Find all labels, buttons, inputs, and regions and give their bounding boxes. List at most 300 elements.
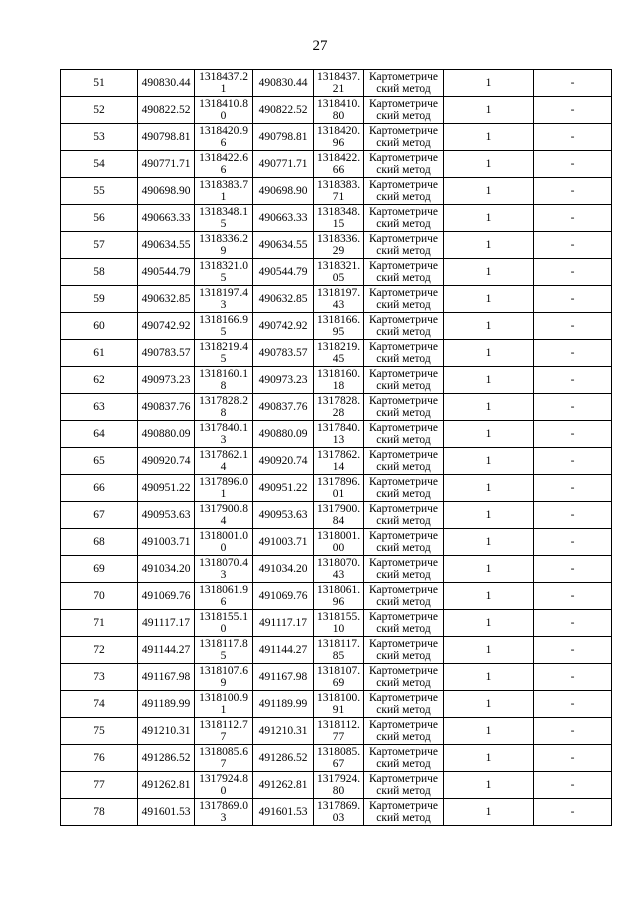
y-coordinate-line1: 1318422.6 <box>199 152 248 164</box>
y-coordinate-repeat-line2: 69 <box>332 677 345 689</box>
point-number-cell: 58 <box>61 259 138 286</box>
y-coordinate-line1: 1318100.9 <box>199 692 248 704</box>
y-coordinate-line2: 8 <box>220 407 227 419</box>
y-coordinate-line2: 0 <box>220 785 227 797</box>
description-cell: - <box>534 637 612 664</box>
description-cell: - <box>534 583 612 610</box>
y-coordinate-cell <box>195 97 253 124</box>
x-coordinate-repeat-cell: 491003.71 <box>253 529 314 556</box>
method-cell <box>364 151 444 178</box>
y-coordinate-line1: 1317869.0 <box>199 800 248 812</box>
description-cell: - <box>534 232 612 259</box>
y-coordinate-cell <box>195 664 253 691</box>
x-coordinate-repeat-cell: 491210.31 <box>253 718 314 745</box>
y-coordinate-line2: 3 <box>220 434 227 446</box>
description-cell: - <box>534 286 612 313</box>
y-coordinate-line1: 1317862.1 <box>199 449 248 461</box>
y-coordinate-line1: 1318321.0 <box>199 260 248 272</box>
x-coordinate-repeat-cell: 491069.76 <box>253 583 314 610</box>
method-cell <box>364 799 444 826</box>
method-line1: Картометриче <box>369 611 438 623</box>
y-coordinate-line1: 1318219.4 <box>199 341 248 353</box>
y-coordinate-cell <box>195 259 253 286</box>
x-coordinate-repeat-cell: 490634.55 <box>253 232 314 259</box>
y-coordinate-repeat-line2: 85 <box>332 650 345 662</box>
accuracy-cell: 1 <box>444 448 534 475</box>
method-line1: Картометриче <box>369 71 438 83</box>
y-coordinate-cell <box>195 718 253 745</box>
x-coordinate-cell: 490951.22 <box>138 475 195 502</box>
description-cell: - <box>534 610 612 637</box>
x-coordinate-repeat-cell: 491262.81 <box>253 772 314 799</box>
coordinates-table <box>60 69 612 826</box>
method-line1: Картометриче <box>369 746 438 758</box>
method-line2: ский метод <box>376 299 431 311</box>
description-cell: - <box>534 367 612 394</box>
y-coordinate-line2: 1 <box>220 83 227 95</box>
x-coordinate-cell: 490798.81 <box>138 124 195 151</box>
x-coordinate-repeat-cell: 490783.57 <box>253 340 314 367</box>
y-coordinate-repeat-cell <box>314 799 364 826</box>
point-number-cell: 69 <box>61 556 138 583</box>
x-coordinate-cell: 490663.33 <box>138 205 195 232</box>
method-cell <box>364 178 444 205</box>
x-coordinate-cell: 490973.23 <box>138 367 195 394</box>
accuracy-cell: 1 <box>444 637 534 664</box>
description-cell: - <box>534 448 612 475</box>
method-line1: Картометриче <box>369 584 438 596</box>
y-coordinate-repeat-line2: 43 <box>332 569 345 581</box>
y-coordinate-repeat-line2: 96 <box>332 596 345 608</box>
x-coordinate-cell: 490837.76 <box>138 394 195 421</box>
method-line2: ский метод <box>376 245 431 257</box>
y-coordinate-repeat-line2: 18 <box>332 380 345 392</box>
y-coordinate-line2: 6 <box>220 596 227 608</box>
method-line2: ский метод <box>376 785 431 797</box>
method-line1: Картометриче <box>369 368 438 380</box>
point-number-cell: 73 <box>61 664 138 691</box>
x-coordinate-repeat-cell: 490663.33 <box>253 205 314 232</box>
point-number-cell: 57 <box>61 232 138 259</box>
point-number-cell: 63 <box>61 394 138 421</box>
table-row <box>61 691 612 718</box>
table-row <box>61 367 612 394</box>
y-coordinate-cell <box>195 502 253 529</box>
y-coordinate-line2: 4 <box>220 461 227 473</box>
y-coordinate-repeat-line1: 1318085. <box>316 746 361 758</box>
y-coordinate-repeat-cell <box>314 70 364 97</box>
description-cell: - <box>534 799 612 826</box>
y-coordinate-line1: 1318070.4 <box>199 557 248 569</box>
y-coordinate-cell <box>195 421 253 448</box>
point-number-cell: 61 <box>61 340 138 367</box>
y-coordinate-repeat-cell <box>314 340 364 367</box>
y-coordinate-repeat-line2: 01 <box>332 488 345 500</box>
point-number-cell: 62 <box>61 367 138 394</box>
y-coordinate-repeat-line2: 00 <box>332 542 345 554</box>
y-coordinate-repeat-line2: 05 <box>332 272 345 284</box>
table-row <box>61 232 612 259</box>
y-coordinate-repeat-line2: 66 <box>332 164 345 176</box>
x-coordinate-repeat-cell: 490973.23 <box>253 367 314 394</box>
x-coordinate-cell: 490880.09 <box>138 421 195 448</box>
y-coordinate-repeat-line1: 1318001. <box>316 530 361 542</box>
y-coordinate-repeat-cell <box>314 97 364 124</box>
y-coordinate-cell <box>195 448 253 475</box>
description-cell: - <box>534 205 612 232</box>
method-line2: ский метод <box>376 164 431 176</box>
point-number-cell: 54 <box>61 151 138 178</box>
y-coordinate-repeat-line1: 1317900. <box>316 503 361 515</box>
point-number-cell: 53 <box>61 124 138 151</box>
table-row <box>61 502 612 529</box>
method-cell <box>364 745 444 772</box>
description-cell: - <box>534 124 612 151</box>
method-cell <box>364 718 444 745</box>
y-coordinate-repeat-cell <box>314 475 364 502</box>
y-coordinate-line1: 1318166.9 <box>199 314 248 326</box>
table-row <box>61 664 612 691</box>
y-coordinate-repeat-line1: 1318166. <box>316 314 361 326</box>
method-line2: ский метод <box>376 191 431 203</box>
x-coordinate-repeat-cell: 490953.63 <box>253 502 314 529</box>
point-number-cell: 77 <box>61 772 138 799</box>
y-coordinate-cell <box>195 610 253 637</box>
y-coordinate-cell <box>195 394 253 421</box>
y-coordinate-line1: 1318107.6 <box>199 665 248 677</box>
y-coordinate-cell <box>195 799 253 826</box>
x-coordinate-cell: 491167.98 <box>138 664 195 691</box>
y-coordinate-repeat-cell <box>314 691 364 718</box>
table-row <box>61 799 612 826</box>
y-coordinate-repeat-line1: 1318107. <box>316 665 361 677</box>
y-coordinate-line1: 1318112.7 <box>199 719 248 731</box>
y-coordinate-line1: 1318160.1 <box>199 368 248 380</box>
table-row <box>61 475 612 502</box>
y-coordinate-line1: 1318437.2 <box>199 71 248 83</box>
method-line1: Картометриче <box>369 206 438 218</box>
y-coordinate-line2: 8 <box>220 380 227 392</box>
x-coordinate-cell: 490953.63 <box>138 502 195 529</box>
method-line2: ский метод <box>376 353 431 365</box>
accuracy-cell: 1 <box>444 745 534 772</box>
method-line2: ский метод <box>376 515 431 527</box>
y-coordinate-repeat-cell <box>314 637 364 664</box>
method-cell <box>364 367 444 394</box>
point-number-cell: 64 <box>61 421 138 448</box>
accuracy-cell: 1 <box>444 583 534 610</box>
table-row <box>61 556 612 583</box>
method-line2: ский метод <box>376 596 431 608</box>
y-coordinate-cell <box>195 205 253 232</box>
y-coordinate-repeat-line2: 28 <box>332 407 345 419</box>
method-line2: ский метод <box>376 758 431 770</box>
method-cell <box>364 421 444 448</box>
description-cell: - <box>534 421 612 448</box>
x-coordinate-repeat-cell: 490771.71 <box>253 151 314 178</box>
page-number: 27 <box>312 38 328 54</box>
description-cell: - <box>534 97 612 124</box>
method-line1: Картометриче <box>369 503 438 515</box>
y-coordinate-line1: 1318336.2 <box>199 233 248 245</box>
y-coordinate-cell <box>195 691 253 718</box>
description-cell: - <box>534 178 612 205</box>
x-coordinate-cell: 491286.52 <box>138 745 195 772</box>
method-line2: ский метод <box>376 407 431 419</box>
y-coordinate-repeat-line1: 1318422. <box>316 152 361 164</box>
y-coordinate-line1: 1317924.8 <box>199 773 248 785</box>
point-number-cell: 71 <box>61 610 138 637</box>
method-line1: Картометриче <box>369 557 438 569</box>
method-line2: ский метод <box>376 380 431 392</box>
point-number-cell: 51 <box>61 70 138 97</box>
method-line1: Картометриче <box>369 665 438 677</box>
method-cell <box>364 340 444 367</box>
y-coordinate-cell <box>195 367 253 394</box>
y-coordinate-repeat-line1: 1317896. <box>316 476 361 488</box>
method-line2: ский метод <box>376 569 431 581</box>
y-coordinate-cell <box>195 151 253 178</box>
x-coordinate-cell: 490771.71 <box>138 151 195 178</box>
point-number-cell: 55 <box>61 178 138 205</box>
y-coordinate-line2: 5 <box>220 650 227 662</box>
y-coordinate-cell <box>195 556 253 583</box>
y-coordinate-repeat-cell <box>314 259 364 286</box>
description-cell: - <box>534 70 612 97</box>
method-cell <box>364 448 444 475</box>
y-coordinate-repeat-cell <box>314 367 364 394</box>
y-coordinate-cell <box>195 124 253 151</box>
description-cell: - <box>534 394 612 421</box>
method-line2: ский метод <box>376 137 431 149</box>
accuracy-cell: 1 <box>444 70 534 97</box>
description-cell: - <box>534 151 612 178</box>
y-coordinate-line1: 1318383.7 <box>199 179 248 191</box>
x-coordinate-cell: 490698.90 <box>138 178 195 205</box>
y-coordinate-line2: 7 <box>220 758 227 770</box>
y-coordinate-repeat-line1: 1318155. <box>316 611 361 623</box>
description-cell: - <box>534 556 612 583</box>
y-coordinate-repeat-line1: 1317840. <box>316 422 361 434</box>
y-coordinate-line2: 5 <box>220 218 227 230</box>
x-coordinate-cell: 490634.55 <box>138 232 195 259</box>
y-coordinate-repeat-line1: 1318160. <box>316 368 361 380</box>
accuracy-cell: 1 <box>444 394 534 421</box>
method-cell <box>364 664 444 691</box>
y-coordinate-repeat-cell <box>314 529 364 556</box>
y-coordinate-repeat-line1: 1318383. <box>316 179 361 191</box>
y-coordinate-line1: 1318117.8 <box>199 638 248 650</box>
y-coordinate-line2: 6 <box>220 137 227 149</box>
y-coordinate-line2: 3 <box>220 812 227 824</box>
y-coordinate-repeat-cell <box>314 556 364 583</box>
description-cell: - <box>534 475 612 502</box>
accuracy-cell: 1 <box>444 367 534 394</box>
accuracy-cell: 1 <box>444 340 534 367</box>
y-coordinate-repeat-cell <box>314 502 364 529</box>
y-coordinate-repeat-line1: 1317924. <box>316 773 361 785</box>
table-row <box>61 124 612 151</box>
table-row <box>61 313 612 340</box>
y-coordinate-repeat-line2: 15 <box>332 218 345 230</box>
y-coordinate-line1: 1318410.8 <box>199 98 248 110</box>
accuracy-cell: 1 <box>444 502 534 529</box>
y-coordinate-line2: 3 <box>220 569 227 581</box>
y-coordinate-repeat-line1: 1318420. <box>316 125 361 137</box>
x-coordinate-cell: 491262.81 <box>138 772 195 799</box>
y-coordinate-repeat-line1: 1318336. <box>316 233 361 245</box>
method-line2: ский метод <box>376 623 431 635</box>
point-number-cell: 67 <box>61 502 138 529</box>
method-line2: ский метод <box>376 677 431 689</box>
method-cell <box>364 232 444 259</box>
x-coordinate-repeat-cell: 490951.22 <box>253 475 314 502</box>
accuracy-cell: 1 <box>444 556 534 583</box>
y-coordinate-line1: 1318061.9 <box>199 584 248 596</box>
x-coordinate-cell: 491117.17 <box>138 610 195 637</box>
method-line2: ский метод <box>376 434 431 446</box>
y-coordinate-repeat-line1: 1318061. <box>316 584 361 596</box>
y-coordinate-cell <box>195 529 253 556</box>
y-coordinate-line1: 1317840.1 <box>199 422 248 434</box>
description-cell: - <box>534 340 612 367</box>
x-coordinate-cell: 490822.52 <box>138 97 195 124</box>
method-line1: Картометриче <box>369 179 438 191</box>
x-coordinate-repeat-cell: 490920.74 <box>253 448 314 475</box>
y-coordinate-line1: 1318197.4 <box>199 287 248 299</box>
accuracy-cell: 1 <box>444 151 534 178</box>
table-row <box>61 637 612 664</box>
table-row <box>61 394 612 421</box>
table-row <box>61 286 612 313</box>
y-coordinate-line1: 1318001.0 <box>199 530 248 542</box>
y-coordinate-cell <box>195 475 253 502</box>
y-coordinate-line2: 5 <box>220 272 227 284</box>
x-coordinate-cell: 490544.79 <box>138 259 195 286</box>
x-coordinate-repeat-cell: 490822.52 <box>253 97 314 124</box>
y-coordinate-cell <box>195 340 253 367</box>
y-coordinate-cell <box>195 637 253 664</box>
y-coordinate-cell <box>195 772 253 799</box>
y-coordinate-line2: 7 <box>220 731 227 743</box>
table-row <box>61 583 612 610</box>
y-coordinate-repeat-line1: 1318348. <box>316 206 361 218</box>
x-coordinate-cell: 490742.92 <box>138 313 195 340</box>
table-row <box>61 718 612 745</box>
y-coordinate-repeat-line2: 91 <box>332 704 345 716</box>
y-coordinate-repeat-line1: 1318112. <box>317 719 360 731</box>
x-coordinate-cell: 491069.76 <box>138 583 195 610</box>
y-coordinate-repeat-cell <box>314 394 364 421</box>
method-line2: ский метод <box>376 83 431 95</box>
y-coordinate-line1: 1317828.2 <box>199 395 248 407</box>
method-line1: Картометриче <box>369 773 438 785</box>
y-coordinate-line1: 1317900.8 <box>199 503 248 515</box>
y-coordinate-line1: 1317896.0 <box>199 476 248 488</box>
method-line2: ский метод <box>376 218 431 230</box>
y-coordinate-cell <box>195 232 253 259</box>
table-body <box>61 70 612 826</box>
method-cell <box>364 394 444 421</box>
method-line2: ский метод <box>376 650 431 662</box>
method-line1: Картометриче <box>369 233 438 245</box>
x-coordinate-repeat-cell: 491601.53 <box>253 799 314 826</box>
table-row <box>61 151 612 178</box>
table-row <box>61 745 612 772</box>
description-cell: - <box>534 745 612 772</box>
method-line2: ский метод <box>376 731 431 743</box>
description-cell: - <box>534 529 612 556</box>
x-coordinate-cell: 491144.27 <box>138 637 195 664</box>
y-coordinate-repeat-cell <box>314 772 364 799</box>
point-number-cell: 59 <box>61 286 138 313</box>
point-number-cell: 66 <box>61 475 138 502</box>
y-coordinate-repeat-cell <box>314 745 364 772</box>
method-cell <box>364 691 444 718</box>
point-number-cell: 74 <box>61 691 138 718</box>
accuracy-cell: 1 <box>444 610 534 637</box>
method-line2: ский метод <box>376 461 431 473</box>
y-coordinate-line2: 9 <box>220 245 227 257</box>
x-coordinate-repeat-cell: 491167.98 <box>253 664 314 691</box>
y-coordinate-repeat-cell <box>314 448 364 475</box>
y-coordinate-repeat-line1: 1318410. <box>316 98 361 110</box>
point-number-cell: 65 <box>61 448 138 475</box>
description-cell: - <box>534 691 612 718</box>
y-coordinate-repeat-line1: 1318321. <box>316 260 361 272</box>
method-cell <box>364 556 444 583</box>
y-coordinate-line2: 3 <box>220 299 227 311</box>
y-coordinate-line2: 5 <box>220 353 227 365</box>
y-coordinate-repeat-line2: 77 <box>332 731 345 743</box>
y-coordinate-repeat-cell <box>314 151 364 178</box>
y-coordinate-line2: 0 <box>220 110 227 122</box>
accuracy-cell: 1 <box>444 286 534 313</box>
table-row <box>61 340 612 367</box>
point-number-cell: 70 <box>61 583 138 610</box>
x-coordinate-cell: 491210.31 <box>138 718 195 745</box>
y-coordinate-repeat-line1: 1317869. <box>316 800 361 812</box>
accuracy-cell: 1 <box>444 529 534 556</box>
method-line1: Картометриче <box>369 152 438 164</box>
method-cell <box>364 286 444 313</box>
x-coordinate-cell: 490783.57 <box>138 340 195 367</box>
y-coordinate-repeat-cell <box>314 232 364 259</box>
x-coordinate-repeat-cell: 491117.17 <box>253 610 314 637</box>
y-coordinate-repeat-cell <box>314 313 364 340</box>
y-coordinate-repeat-cell <box>314 718 364 745</box>
method-cell <box>364 583 444 610</box>
y-coordinate-repeat-cell <box>314 421 364 448</box>
y-coordinate-line1: 1318348.1 <box>199 206 248 218</box>
y-coordinate-repeat-line2: 67 <box>332 758 345 770</box>
method-line1: Картометриче <box>369 341 438 353</box>
x-coordinate-cell: 491189.99 <box>138 691 195 718</box>
description-cell: - <box>534 313 612 340</box>
method-cell <box>364 124 444 151</box>
x-coordinate-cell: 490920.74 <box>138 448 195 475</box>
accuracy-cell: 1 <box>444 97 534 124</box>
y-coordinate-line1: 1318420.9 <box>199 125 248 137</box>
description-cell: - <box>534 502 612 529</box>
method-cell <box>364 97 444 124</box>
accuracy-cell: 1 <box>444 205 534 232</box>
method-line1: Картометриче <box>369 719 438 731</box>
y-coordinate-line1: 1318155.1 <box>199 611 248 623</box>
description-cell: - <box>534 664 612 691</box>
y-coordinate-repeat-line1: 1318437. <box>316 71 361 83</box>
y-coordinate-repeat-line1: 1318070. <box>316 557 361 569</box>
